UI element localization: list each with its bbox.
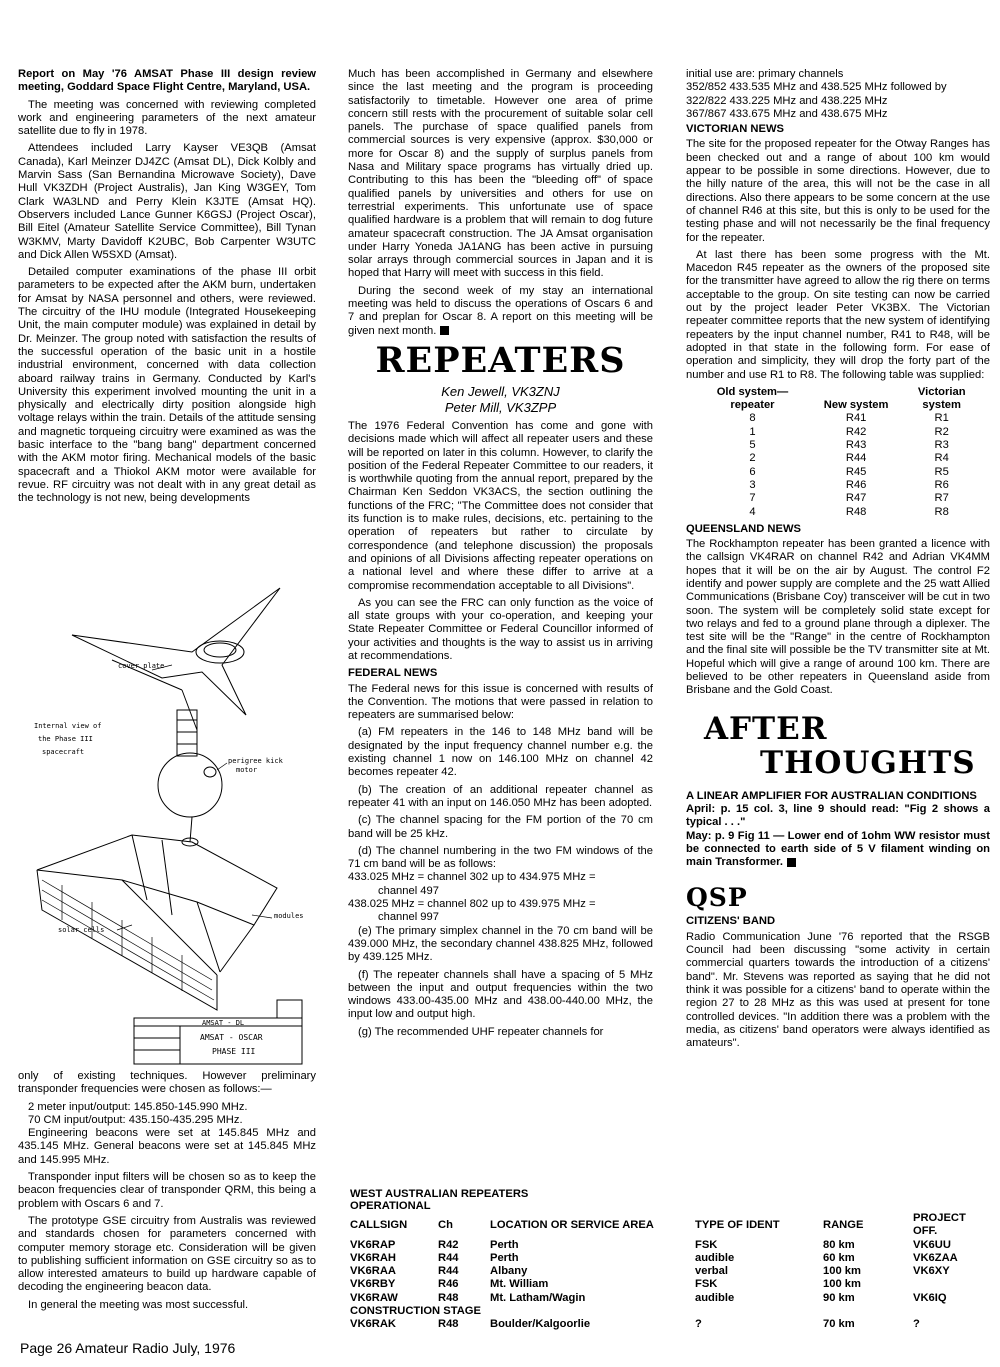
table-row	[350, 1278, 990, 1291]
table-cell: 5	[749, 439, 756, 452]
table-cell: R48	[438, 1318, 459, 1331]
west-australian-repeaters	[350, 1188, 990, 1332]
wa-table	[350, 1212, 990, 1332]
label-internal-view: the Phase III	[38, 735, 93, 743]
queensland-news-heading: QUEENSLAND NEWS	[686, 522, 801, 535]
paragraph: As you can see the FRC can only function as the voice of all state groups with your co-operation, and keeping your State Repeater Committee or Federal Councillor informed of your activities and thoughts is the way to assist us in arriving at recommendations.	[348, 596, 653, 662]
table-cell: Albany	[490, 1265, 528, 1278]
table-row	[698, 426, 978, 439]
table-cell: audible	[695, 1291, 735, 1304]
table-cell: 2	[749, 452, 756, 465]
table-cell: 70 km	[823, 1318, 855, 1331]
paragraph: At last there has been some progress with the Mt. Macedon R45 repeater as the owners of the proposed site for the transmitter have agreed to allow the rig there on terms acceptable to the group. On site testing can now be carried out by the project leader Peter VK3BX. The Victorian repeater committee reports that the new system of identifying repeaters by the input channel number, R41 to R48, will be adopted in that state in the following form. For ease of operation and simplicity, they will drop the forty part of the number and use R1 to R8. The following table was supplied:	[686, 248, 990, 381]
paragraph-text: During the second week of my stay an international meeting was held to discuss the operations of Oscars 6 and 7 and preplan for Oscar 8. A report on this meeting will be given next month.	[348, 284, 653, 337]
table-cell: VK6XY	[913, 1265, 950, 1278]
repeaters-title: REPEATERS	[375, 339, 626, 381]
table-cell: FSK	[695, 1278, 718, 1291]
table-header: RANGE	[823, 1218, 864, 1231]
list-item: (a) FM repeaters in the 146 to 148 MHz band will be designated by the input frequency channel number e.g. the existing channel 1 now on 146.100 MHz on channel 42 becomes repeater 42.	[348, 726, 653, 779]
table-row	[698, 412, 978, 425]
header-text: system	[922, 399, 961, 412]
paragraph: 70 CM input/output: 435.150-435.295 MHz.	[28, 1113, 243, 1126]
thoughts-title: THOUGHTS	[760, 744, 976, 781]
table-header-row	[350, 1212, 990, 1239]
paragraph	[348, 285, 653, 338]
table-cell: R44	[845, 452, 867, 465]
paragraph: The prototype GSE circuitry from Australis was reviewed and standards chosen for parameters concerned with computer memory storage etc. Consideration will be given to publishing sufficient information on GSE circuitry so as to allow interested amateurs to build up hardware capable of decoding the engineering beacon data.	[18, 1214, 316, 1294]
title-block-top: AMSAT - DL	[202, 1019, 245, 1027]
amsat-report-heading: Report on May '76 AMSAT Phase III design review meeting, Goddard Space Flight Centre, Maryland, USA.	[18, 68, 316, 94]
label-internal-view: spacecraft	[42, 748, 85, 756]
table-header: New system	[823, 399, 889, 412]
label-solar-cells: solar cells	[58, 926, 105, 934]
qsp-title: QSP	[686, 883, 748, 913]
table-cell: 60 km	[823, 1251, 855, 1264]
list-item: (b) The creation of an additional repeater channel as repeater 41 with an input on 146.050 MHz has been adopted.	[348, 783, 653, 809]
table-cell: ?	[695, 1318, 702, 1331]
list-item: (c) The channel spacing for the FM portion of the 70 cm band will be 25 kHz.	[348, 814, 653, 840]
table-header: CALLSIGN	[350, 1218, 408, 1231]
paragraph: The Rockhampton repeater has been granted a licence with the callsign VK4RAR on channel R42 and Adrian VK4MM hopes that it will be on the air by August. The control F2 identify and power supply are complete and the 25 watt Allied Communications (Brisbane Coy) transceiver will be cut in two soon. The system will be completely solid state except for two relays and fed to a ground plane through a diplexer. The test site will be the "Range" in the centre of Rockhampton and the final site will possible be the TV transmitter site at Mt. Hopeful which will give a range of around 100 km. There are believed to be other repeaters in Queensland aside from Brisbane and the Gold Coast.	[686, 538, 990, 697]
table-cell: 7	[749, 492, 756, 505]
paragraph: only of existing techniques. However preliminary transponder frequencies were chosen as follows:—	[18, 1070, 316, 1096]
table-cell: R46	[438, 1278, 459, 1291]
table-cell: VK6RAK	[350, 1318, 397, 1331]
label-motor: motor	[236, 766, 258, 774]
table-row	[698, 439, 978, 452]
table-cell: 80 km	[823, 1238, 855, 1251]
column-3	[686, 68, 990, 1054]
paragraph: Engineering beacons were set at 145.845 MHz and 435.145 MHz. General beacons were set at 145.845 MHz and 145.995 MHz.	[18, 1127, 316, 1166]
table-cell: Perth	[490, 1251, 519, 1264]
table-cell: R48	[845, 505, 867, 518]
paragraph: The meeting was concerned with reviewing completed work and engineering parameters of the next amateur satellite due to fly in 1978.	[18, 98, 316, 138]
table-cell: R1	[934, 412, 949, 425]
table-cell: VK6RAP	[350, 1238, 396, 1251]
table-cell: R44	[438, 1265, 459, 1278]
channel-range: channel 997	[378, 911, 439, 924]
label-modules: modules	[274, 912, 304, 920]
table-row	[698, 466, 978, 479]
header-text: Victorian	[917, 385, 966, 398]
table-header	[905, 386, 978, 413]
byline: Peter Mill, VK3ZPP	[444, 399, 557, 415]
after-title: AFTER	[704, 710, 828, 747]
list-item: (e) The primary simplex channel in the 70 cm band will be 439.000 MHz, the secondary channel 438.825 MHz, followed by 439.125 MHz.	[348, 924, 653, 964]
table-cell: R47	[845, 492, 867, 505]
paragraph: The Federal news for this issue is concerned with results of the Convention. The motions that were passed in relation to repeaters are summarised below:	[348, 682, 653, 722]
table-cell: 6	[749, 465, 756, 478]
spacecraft-figure	[22, 580, 322, 1068]
paragraph: 322/822 433.225 MHz and 438.225 MHz	[686, 94, 888, 107]
table-cell: 90 km	[823, 1291, 855, 1304]
label-internal-view: Internal view of	[34, 722, 102, 730]
table-cell: R6	[934, 478, 949, 491]
table-cell: R46	[845, 478, 867, 491]
table-cell: R3	[934, 439, 949, 452]
victorian-table	[698, 386, 978, 519]
erratum-text: May: p. 9 Fig 11 — Lower end of 1ohm WW resistor must be connected to earth side of 5 V filament winding on main Transformer.	[686, 829, 990, 869]
table-header: Ch	[438, 1218, 453, 1231]
table-row	[698, 492, 978, 505]
table-row	[350, 1318, 990, 1331]
table-cell: R2	[934, 425, 949, 438]
wa-heading: WEST AUSTRALIAN REPEATERS	[350, 1188, 529, 1200]
table-cell: VK6UU	[913, 1238, 951, 1251]
table-cell: 4	[749, 505, 756, 518]
header-text: repeater	[730, 399, 775, 412]
paragraph: 352/852 433.535 MHz and 438.525 MHz followed by	[686, 81, 947, 94]
paragraph: Radio Communication June '76 reported that the RSGB Council had been discussing "some activity in certain commercial quarters towards the introduction of a citizens' band". Mr. Stevens was reported as saying that he did not think it was possible for a citizens' band to operate within the region 27 to 28 MHz as this was used at present for tone controlled devices. "In addition there was a problem with the media, as citizens' band operators were always identified as amateurs".	[686, 930, 990, 1050]
citizens-band-heading: CITIZENS' BAND	[686, 915, 776, 928]
table-cell: VK6RAA	[350, 1265, 397, 1278]
table-cell: VK6ZAA	[913, 1251, 958, 1264]
table-cell: ?	[913, 1318, 920, 1331]
title-block-name: AMSAT - OSCAR	[200, 1033, 263, 1042]
operational-heading: OPERATIONAL	[350, 1200, 431, 1212]
table-cell: R4	[934, 452, 949, 465]
table-cell: R41	[845, 412, 867, 425]
paragraph: The 1976 Federal Convention has come and gone with decisions made which will affect all repeater users and these will be reported on later in this column. However, to clarify the position of the Federal Repeater Committee to our readers, it is worthwhile quoting from the annual report, prepared by the Chairman Ken Seddon VK3ACS, the section outlining the functions of the FRC; "The Committee does not consider that its function is to make rules, decisions, etc. pertaining to the operation of repeaters but rather to circulate by correspondence (and telephone discussion) the proposals and opinions of all Divisions affecting repeater operations on a national level and where these differ to arrive at a compromise recommendation acceptable to all Divisions".	[348, 419, 653, 592]
construction-heading-row	[350, 1305, 990, 1318]
construction-heading: CONSTRUCTION STAGE	[350, 1305, 481, 1318]
column-1	[18, 68, 316, 510]
table-row	[350, 1292, 990, 1305]
paragraph: 367/867 433.675 MHz and 438.675 MHz	[686, 107, 888, 120]
paragraph: 2 meter input/output: 145.850-145.990 MHz.	[28, 1100, 248, 1113]
paragraph: The site for the proposed repeater for the Otway Ranges has been checked out and a range of about 100 km would appear to be possible in some directions. However, due to the hilly nature of the area, this will not be the case in all directions. Also there appears to be some concern at the use of channel R46 at this site, but this is only to be used for the testing phase and will not necessarily be the final frequency for the repeater.	[686, 138, 990, 244]
table-cell: VK6RAH	[350, 1251, 397, 1264]
table-row	[698, 452, 978, 465]
table-row	[698, 506, 978, 519]
header-text: Old system—	[716, 385, 789, 398]
title-block-phase: PHASE III	[212, 1047, 256, 1056]
victorian-news-heading: VICTORIAN NEWS	[686, 123, 784, 136]
table-cell: R44	[438, 1251, 459, 1264]
table-cell: R8	[934, 505, 949, 518]
table-row	[350, 1265, 990, 1278]
table-row	[350, 1252, 990, 1265]
table-header: LOCATION OR SERVICE AREA	[490, 1218, 654, 1231]
channel-range: 433.025 MHz = channel 302 up to 434.975 MHz =	[348, 871, 596, 884]
table-cell: 1	[749, 425, 756, 438]
spacecraft-drawing	[22, 580, 322, 1068]
list-item: (d) The channel numbering in the two FM windows of the 71 cm band will be as follows:	[348, 844, 653, 871]
table-cell: verbal	[695, 1265, 728, 1278]
erratum-may	[686, 830, 990, 870]
label-cover-plate: cover plate	[118, 662, 165, 670]
list-item: (f) The repeater channels shall have a spacing of 5 MHz between the input and output frequencies within the two windows 433.00-435.00 MHz and 438.00-440.00 MHz, the input low and output high.	[348, 968, 653, 1021]
channel-range: channel 497	[378, 884, 439, 897]
label-perigree: perigree kick	[228, 757, 283, 765]
table-row	[350, 1239, 990, 1252]
table-cell: R42	[438, 1238, 459, 1251]
table-cell: 100 km	[823, 1265, 861, 1278]
column-2	[348, 68, 653, 1043]
table-cell: Mt. William	[490, 1278, 549, 1291]
table-cell: R42	[845, 425, 867, 438]
byline: Ken Jewell, VK3ZNJ	[441, 383, 560, 399]
table-cell: audible	[695, 1251, 735, 1264]
erratum-april: April: p. 15 col. 3, line 9 should read: "Fig 2 shows a typical . . ."	[686, 802, 990, 829]
table-row	[698, 479, 978, 492]
column-1-continued	[18, 1070, 316, 1316]
table-cell: VK6IQ	[913, 1291, 947, 1304]
paragraph: Much has been accomplished in Germany and elsewhere since the last meeting and the program is proceeding satisfactorily to timetable. However one area of prime concern still rests with the procurement of suitable solar cell panels. The purchase of space qualified panels from commercial sources is very expensive (approx. $30,000 or more for Oscar 8) and the supply of surplus panels from Nasa and Military space programs has virtually dried up. Contributing to this has been the "bleeding off" of space qualified panels by universities and others for use on terrestrial experiments. This unfortunate use of space qualified hardware is a problem that will remain to dog future amateur spacecraft construction. The JA Amsat organisation under Harry Yoneda JA1ANG has been active in pursuing solar arrays through commercial sources in Japan and it is hoped that Harry will meet with success in this field.	[348, 68, 653, 280]
table-cell: R7	[934, 492, 949, 505]
table-header: TYPE OF IDENT	[695, 1218, 780, 1231]
end-mark-icon	[787, 858, 796, 867]
table-cell: Boulder/Kalgoorlie	[490, 1318, 591, 1331]
table-cell	[913, 1278, 990, 1291]
channel-range: 438.025 MHz = channel 802 up to 439.975 MHz =	[348, 898, 596, 911]
table-cell: R5	[934, 465, 949, 478]
table-cell: VK6RBY	[350, 1278, 396, 1291]
linear-amplifier-heading: A LINEAR AMPLIFIER FOR AUSTRALIAN CONDITIONS	[686, 789, 977, 802]
table-cell: 8	[749, 412, 756, 425]
paragraph: initial use are: primary channels	[686, 68, 844, 80]
table-cell: R45	[845, 465, 867, 478]
table-cell: R48	[438, 1291, 459, 1304]
end-mark-icon	[440, 326, 449, 335]
paragraph: Attendees included Larry Kayser VE3QB (Amsat Canada), Karl Meinzer DJ4ZC (Amsat DL), Dick Kolbly and Marvin Sass (San Bernandina Microwave Society), Dave Hull VK3ZDH (Project Australis), Jan King W3GEY, Tom Clark WA3LND and Perry Klein K3JTE (Amsat HQ). Observers included Lance Gunner K6GSJ (Project Oscar), Bill Eitel (Amateur Satellite Service Committee), Bill Tynan W3KMV, Marty Davidoff K2UBC, Bob Carpenter W3UTC and Dick Allen W5SXD (Amsat).	[18, 142, 316, 261]
table-header	[698, 386, 807, 413]
table-cell: 100 km	[823, 1278, 861, 1291]
paragraph: In general the meeting was most successful.	[28, 1298, 249, 1311]
table-cell: Mt. Latham/Wagin	[490, 1291, 586, 1304]
table-header: PROJECT OFF.	[913, 1212, 966, 1238]
list-item: (g) The recommended UHF repeater channels for	[358, 1025, 604, 1038]
page-footer: Page 26 Amateur Radio July, 1976	[20, 1340, 236, 1356]
table-cell: VK6RAW	[350, 1291, 398, 1304]
table-cell: 3	[749, 478, 756, 491]
paragraph: Detailed computer examinations of the phase III orbit parameters to be expected after the AKM burn, undertaken for Amsat by NASA personnel and others, were reviewed. The circuitry of the IHU module (Integrated Housekeeping Unit, the main computer module) was explained in detail by Dr. Meinzer. The group noted with satisfaction the results of the successful operation of the basic unit in a hostile industrial environment, concerned with data collection aboard railway trains in Germany. Conducted by Karl's University this experiment involved mounting the unit in a physically and electrically dirty position alongside high voltage relays within the train. Details of the attitude sensing and magnetic torqueing circuitry were examined as was the basic interface to the "bang bang" department concerned with the AKM motor firing. Mechanical models of the basic spacecraft and a Thiokol AKM motor were available for revue. RF circuitry was not dealt with in any great detail as the technology is not new, being developments	[18, 266, 316, 505]
table-cell: Perth	[490, 1238, 519, 1251]
federal-news-heading: FEDERAL NEWS	[348, 667, 438, 680]
paragraph: Transponder input filters will be chosen so as to keep the beacon frequencies clear of transponder QRM, this being a problem with Oscars 6 and 7.	[18, 1171, 316, 1210]
table-cell: FSK	[695, 1238, 718, 1251]
table-cell: R43	[845, 439, 867, 452]
